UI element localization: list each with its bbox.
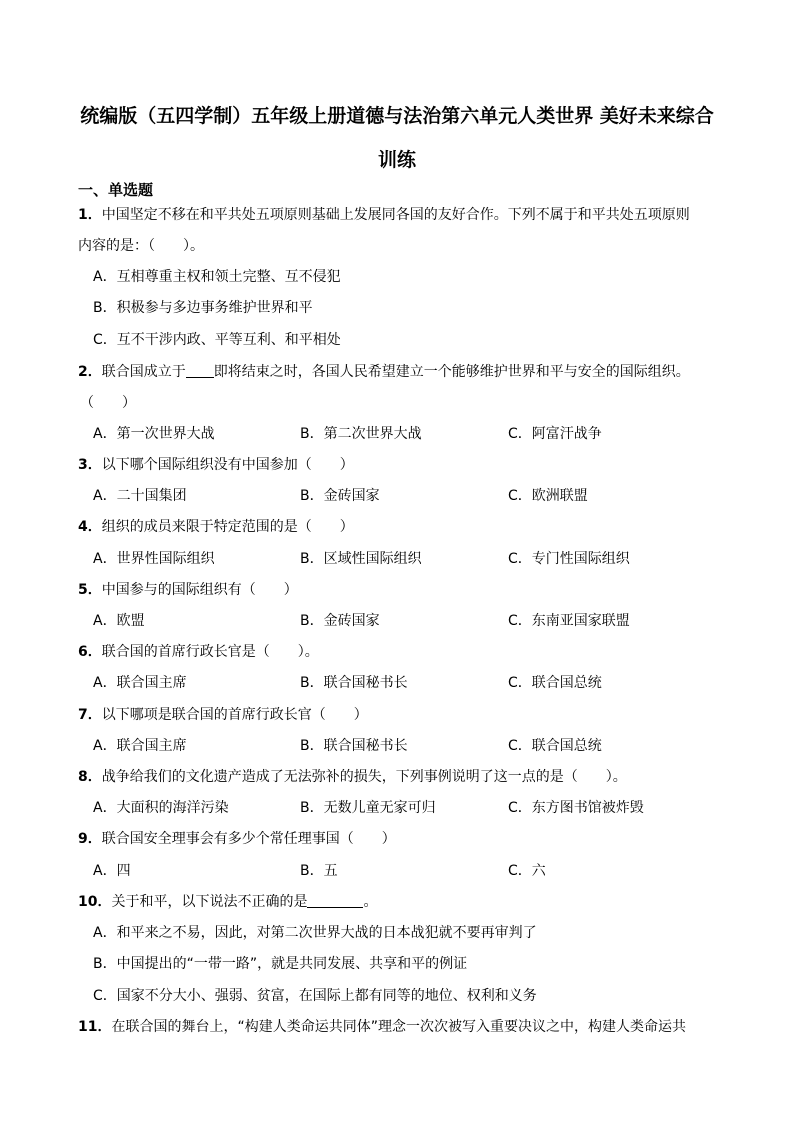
question-text: 以下哪项是联合国的首席行政长官（ ） [101, 707, 368, 723]
question-6 [78, 642, 319, 662]
question-2-continued: （ ） [80, 395, 136, 411]
question-text: 联合国的首席行政长官是（ ）。 [101, 644, 319, 660]
question-number: 3． [78, 457, 102, 473]
question-9-option-c[interactable]: C．六 [508, 863, 546, 879]
question-text-pre: 联合国成立于 [101, 364, 186, 380]
question-text-pre: 关于和平，以下说法不正确的是 [111, 894, 308, 910]
question-3-option-b[interactable]: B．金砖国家 [300, 488, 380, 504]
question-7-option-a[interactable]: A．联合国主席 [93, 738, 187, 754]
question-6-option-b[interactable]: B．联合国秘书长 [300, 675, 408, 691]
question-5-option-a[interactable]: A．欧盟 [93, 613, 145, 629]
question-5-option-b[interactable]: B．金砖国家 [300, 613, 380, 629]
question-number: 11． [78, 1019, 112, 1035]
question-10-option-a[interactable]: A．和平来之不易，因此，对第二次世界大战的日本战犯就不要再审判了 [93, 925, 537, 941]
question-6-option-c[interactable]: C．联合国总统 [508, 675, 602, 691]
question-text-post: 。 [363, 894, 378, 910]
question-number: 8． [78, 769, 102, 785]
question-2 [78, 362, 690, 382]
question-2-option-c[interactable]: C．阿富汗战争 [508, 426, 602, 442]
question-1-option-c[interactable]: C．互不干涉内政、平等互利、和平相处 [93, 332, 341, 348]
question-number: 10． [78, 894, 112, 910]
question-number: 2． [78, 364, 102, 380]
question-text: 组织的成员来限于特定范围的是（ ） [101, 519, 354, 535]
question-6-option-a[interactable]: A．联合国主席 [93, 675, 187, 691]
question-number: 9． [78, 831, 102, 847]
section-heading: 一、单选题 [78, 181, 154, 199]
question-2-option-a[interactable]: A．第一次世界大战 [93, 426, 215, 442]
question-text: 中国坚定不移在和平共处五项原则基础上发展同各国的友好合作。下列不属于和平共处五项原则 [101, 207, 690, 223]
question-8-option-c[interactable]: C．东方图书馆被炸毁 [508, 800, 644, 816]
question-9-option-b[interactable]: B．五 [300, 863, 338, 879]
question-7 [78, 705, 368, 725]
document-title-line-2: 训练 [377, 149, 416, 171]
question-4-option-c[interactable]: C．专门性国际组织 [508, 551, 630, 567]
question-number: 1． [78, 207, 102, 223]
question-11 [78, 1017, 686, 1037]
question-text: 战争给我们的文化遗产造成了无法弥补的损失，下列事例说明了这一点的是（ ）。 [101, 769, 627, 785]
document-title-line-1: 统编版（五四学制）五年级上册道德与法治第六单元人类世界 美好未来综合 [80, 105, 714, 127]
question-8-option-a[interactable]: A．大面积的海洋污染 [93, 800, 229, 816]
question-text-post: 即将结束之时，各国人民希望建立一个能够维护世界和平与安全的国际组织。 [213, 364, 690, 380]
question-10-option-b[interactable]: B．中国提出的“一带一路”，就是共同发展、共享和平的例证 [93, 956, 468, 972]
answer-blank[interactable] [307, 893, 363, 908]
question-5-option-c[interactable]: C．东南亚国家联盟 [508, 613, 630, 629]
question-10 [78, 892, 377, 912]
question-text: 以下哪个国际组织没有中国参加（ ） [101, 457, 354, 473]
question-7-option-b[interactable]: B．联合国秘书长 [300, 738, 408, 754]
question-9 [78, 829, 396, 849]
question-10-option-c[interactable]: C．国家不分大小、强弱、贫富，在国际上都有同等的地位、权利和义务 [93, 988, 537, 1004]
question-1 [78, 205, 690, 225]
question-1-option-a[interactable]: A．互相尊重主权和领土完整、互不侵犯 [93, 269, 341, 285]
question-text: 联合国安全理事会有多少个常任理事国（ ） [101, 831, 396, 847]
question-number: 7． [78, 707, 102, 723]
question-4-option-a[interactable]: A．世界性国际组织 [93, 551, 215, 567]
answer-blank[interactable] [186, 363, 214, 378]
question-number: 5． [78, 582, 102, 598]
question-9-option-a[interactable]: A．四 [93, 863, 131, 879]
question-4-option-b[interactable]: B．区域性国际组织 [300, 551, 422, 567]
question-number: 4． [78, 519, 102, 535]
question-4 [78, 517, 354, 537]
question-text: 在联合国的舞台上，“构建人类命运共同体”理念一次次被写入重要决议之中，构建人类命运共 [111, 1019, 686, 1035]
question-1-continued: 内容的是：（ ）。 [78, 238, 204, 254]
question-8 [78, 767, 627, 787]
question-text: 中国参与的国际组织有（ ） [101, 582, 298, 598]
question-3-option-a[interactable]: A．二十国集团 [93, 488, 187, 504]
question-8-option-b[interactable]: B．无数儿童无家可归 [300, 800, 436, 816]
question-5 [78, 580, 298, 600]
question-1-option-b[interactable]: B．积极参与多边事务维护世界和平 [93, 300, 313, 316]
question-3 [78, 455, 354, 475]
question-7-option-c[interactable]: C．联合国总统 [508, 738, 602, 754]
question-3-option-c[interactable]: C．欧洲联盟 [508, 488, 588, 504]
question-2-option-b[interactable]: B．第二次世界大战 [300, 426, 422, 442]
question-number: 6． [78, 644, 102, 660]
